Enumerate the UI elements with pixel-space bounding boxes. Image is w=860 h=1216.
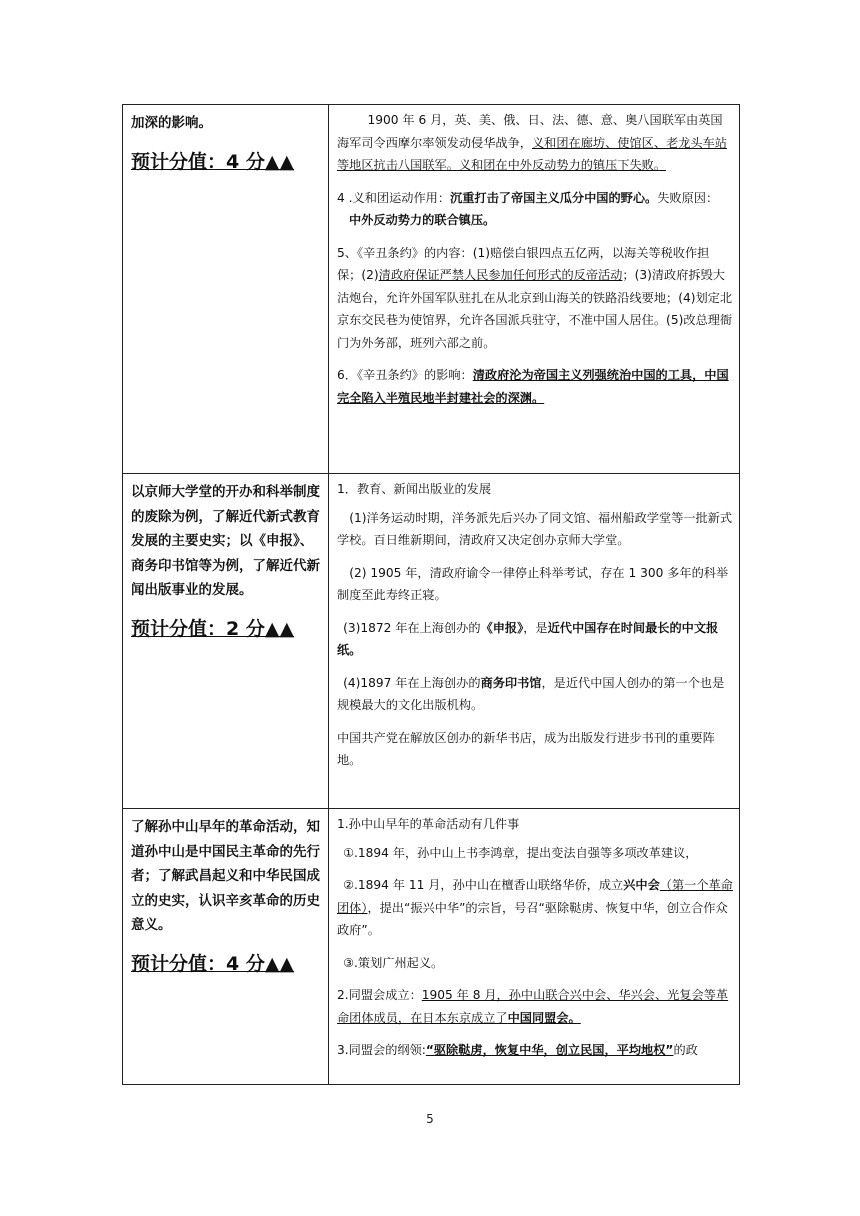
table-row — [123, 105, 740, 474]
paragraph: 4 .义和团运动作用：沉重打击了帝国主义瓜分中国的野心。失败原因： 中外反动势力的联合镇压。 — [337, 190, 719, 227]
score-label: 预计分值：4 分▲▲ — [131, 952, 295, 975]
score-label: 预计分值：2 分▲▲ — [131, 617, 295, 640]
bold-text: 商务印书馆 — [480, 675, 542, 690]
right-cell — [329, 809, 740, 1085]
right-cell — [329, 474, 740, 809]
paragraph: (2) 1905 年，清政府谕令一律停止科举考试，存在 1 300 多年的科举制度至此寿终正寝。 — [337, 565, 729, 602]
bold-text: 近代中国存在时间最长的中文报纸。 — [337, 620, 719, 657]
page-number: 5 — [426, 1112, 434, 1126]
paragraph: ①.1894 年，孙中山上书李鸿章，提出变法自强等多项改革建议， — [343, 845, 698, 860]
bold-text: 《申报》 — [480, 620, 524, 635]
bold-text: 中外反动势力的联合镇压。 — [349, 213, 496, 227]
paragraph: (1)洋务运动时期，洋务派先后兴办了同文馆、福州船政学堂等一批新式学校。百日维新期间，清政府又决定创办京师大学堂。 — [337, 510, 733, 547]
score-label: 预计分值：4 分▲▲ — [131, 150, 295, 173]
underlined-text: （第一个革命团体） — [337, 878, 733, 915]
requirement-text: 加深的影响。 — [131, 115, 212, 131]
paragraph: 2.同盟会成立：1905 年 8 月，孙中山联合兴中会、华兴会、光复会等革命团体成员，在日本东京成立了中国同盟会。 — [337, 988, 729, 1025]
bold-text: 兴中会 — [623, 878, 660, 892]
paragraph: 5、《辛丑条约》的内容：(1)赔偿白银四点五亿两，以海关等税收作担保；(2)清政府保证严禁人民参加任何形式的反帝活动；(3)清政府拆毁大沽炮台，允许外国军队驻扎在从北京到山海关的铁路沿线要地；(4)划定北京东交民巷为使馆界，允许各国派兵驻守，不准中国人居住。(5)改总理衙门为外务部，班列六部之前。 — [337, 245, 733, 350]
left-cell — [123, 105, 329, 474]
paragraph: 1900 年 6 月，英、美、俄、日、法、德、意、奥八国联军由英国海军司令西摩尔率领发动侵华战争，义和团在廊坊、使馆区、老龙头车站等地区抗击八国联军。义和团在中外反动势力的镇压下失败。 — [337, 113, 727, 172]
paragraph: (4)1897 年在上海创办的商务印书馆，是近代中国人创办的第一个也是规模最大的文化出版机构。 — [337, 675, 725, 712]
underlined-text: 1905 年 8 月，孙中山联合兴中会、华兴会、光复会等革命团体成员，在日本东京成立了 — [337, 988, 729, 1025]
requirement-text: 以京师大学堂的开办和科举制度的废除为例，了解近代新式教育发展的主要史实；以《申报》、商务印书馆等为例，了解近代新闻出版事业的发展。 — [131, 484, 320, 598]
paragraph: 1.孙中山早年的革命活动有几件事 — [337, 817, 520, 831]
bold-underlined-text: 中国同盟会。 — [507, 1010, 581, 1025]
underlined-text: 清政府保证严禁人民参加任何形式的反帝活动 — [378, 268, 623, 282]
left-cell — [123, 809, 329, 1085]
table-row — [123, 474, 740, 809]
bold-underlined-text: “驱除鞑虏，恢复中华，创立民国，平均地权” — [425, 1043, 674, 1057]
paragraph: 3.同盟会的纲领:“驱除鞑虏，恢复中华，创立民国，平均地权”的政 — [337, 1043, 698, 1057]
underlined-text: 义和团在廊坊、使馆区、老龙头车站等地区抗击八国联军。义和团在中外反动势力的镇压下失败。 — [337, 135, 727, 172]
table-row — [123, 809, 740, 1085]
paragraph: ②.1894 年 11 月，孙中山在檀香山联络华侨，成立兴中会（第一个革命团体），提出“振兴中华”的宗旨，号召“驱除鞑虏、恢复中华，创立合作众政府”。 — [337, 878, 733, 937]
right-cell — [329, 105, 740, 474]
paragraph: 1．教育、新闻出版业的发展 — [337, 482, 492, 496]
paragraph: 中国共产党在解放区创办的新华书店，成为出版发行进步书刊的重要阵地。 — [337, 730, 715, 767]
bold-text: 沉重打击了帝国主义瓜分中国的野心。 — [450, 190, 658, 205]
requirement-text: 了解孙中山早年的革命活动，知道孙中山是中国民主革命的先行者；了解武昌起义和中华民国成立的史实，认识辛亥革命的历史意义。 — [131, 819, 320, 933]
bold-underlined-text: 清政府沦为帝国主义列强统治中国的工具，中国完全陷入半殖民地半封建社会的深渊。 — [337, 368, 729, 405]
outline-table — [122, 104, 740, 1085]
paragraph: (3)1872 年在上海创办的《申报》，是近代中国存在时间最长的中文报纸。 — [337, 620, 719, 657]
left-cell — [123, 474, 329, 809]
paragraph: ③.策划广州起义。 — [343, 955, 444, 970]
paragraph: 6．《辛丑条约》的影响：清政府沦为帝国主义列强统治中国的工具，中国完全陷入半殖民地半封建社会的深渊。 — [337, 368, 729, 405]
